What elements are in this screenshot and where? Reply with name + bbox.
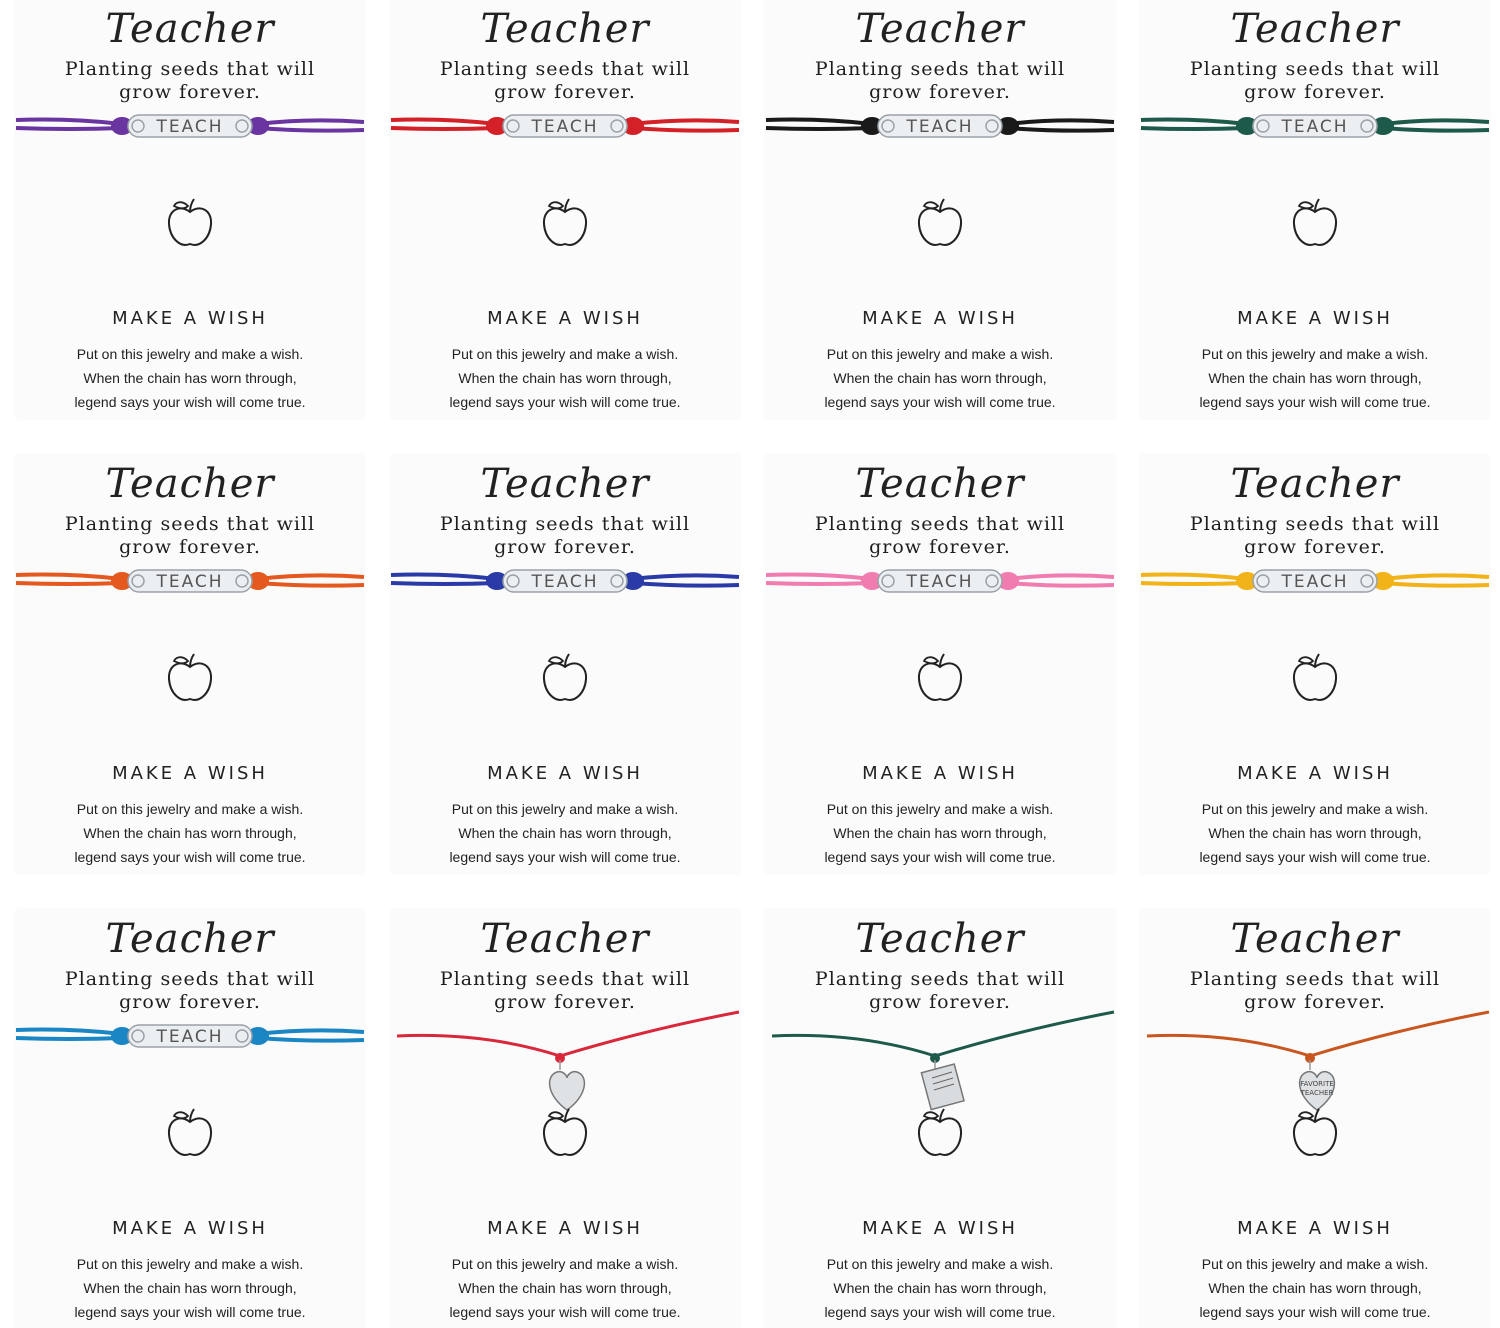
bar-charm-text: TEACH [156,572,224,592]
legend-line: Put on this jewelry and make a wish. [451,1256,679,1272]
make-a-wish-heading: MAKE A WISH [1237,1218,1393,1239]
apple-icon [541,196,589,250]
bracelet-image [385,561,745,611]
bracelet-image [10,1016,370,1066]
apple-icon [1291,196,1339,250]
wish-legend-text [391,1252,739,1324]
make-a-wish-heading: MAKE A WISH [862,308,1018,329]
subtitle-line: grow forever. [869,991,1011,1013]
subtitle-line: Planting seeds that will [1189,58,1441,80]
card-title: Teacher [105,6,275,52]
subtitle-line: grow forever. [869,536,1011,558]
subtitle-line: grow forever. [119,536,261,558]
legend-line: legend says your wish will come true. [74,849,306,865]
legend-line: Put on this jewelry and make a wish. [76,801,304,817]
card-subtitle [1141,58,1489,104]
legend-line: When the chain has worn through, [1208,825,1422,841]
wish-legend-text [1141,797,1489,869]
wish-legend-text [16,342,364,414]
legend-line: When the chain has worn through, [458,825,672,841]
wish-legend-text [391,797,739,869]
make-a-wish-heading: MAKE A WISH [487,308,643,329]
wish-legend-text [1141,1252,1489,1324]
apple-icon [1291,1106,1339,1160]
legend-line: legend says your wish will come true. [449,849,681,865]
wish-legend-text [766,1252,1114,1324]
card-subtitle [16,58,364,104]
wish-legend-text [16,797,364,869]
bracelet-image [10,561,370,611]
legend-line: Put on this jewelry and make a wish. [76,346,304,362]
card-subtitle [16,513,364,559]
apple-icon [916,651,964,705]
bracelet-card [766,455,1114,873]
card-title: Teacher [480,916,650,962]
bracelet-card [16,455,364,873]
legend-line: Put on this jewelry and make a wish. [1201,346,1429,362]
subtitle-line: Planting seeds that will [64,58,316,80]
apple-icon [541,651,589,705]
subtitle-line: grow forever. [1244,991,1386,1013]
card-title: Teacher [1230,916,1400,962]
legend-line: Put on this jewelry and make a wish. [451,346,679,362]
bracelet-image [760,561,1120,611]
card-subtitle [391,968,739,1014]
legend-line: When the chain has worn through, [83,370,297,386]
legend-line: When the chain has worn through, [83,1280,297,1296]
card-subtitle [1141,513,1489,559]
bracelet-image [10,106,370,156]
legend-line: When the chain has worn through, [458,1280,672,1296]
legend-line: legend says your wish will come true. [449,1304,681,1320]
bracelet-card [391,910,739,1328]
legend-line: legend says your wish will come true. [1199,394,1431,410]
apple-icon [916,1106,964,1160]
legend-line: legend says your wish will come true. [74,394,306,410]
bracelet-image [1135,561,1495,611]
legend-line: Put on this jewelry and make a wish. [826,1256,1054,1272]
bar-charm-text: TEACH [906,117,974,137]
subtitle-line: grow forever. [1244,81,1386,103]
apple-icon [1291,651,1339,705]
legend-line: When the chain has worn through, [833,1280,1047,1296]
subtitle-line: Planting seeds that will [439,513,691,535]
legend-line: legend says your wish will come true. [824,849,1056,865]
legend-line: legend says your wish will come true. [449,394,681,410]
wish-legend-text [766,797,1114,869]
legend-line: Put on this jewelry and make a wish. [826,346,1054,362]
legend-line: legend says your wish will come true. [74,1304,306,1320]
card-subtitle [391,58,739,104]
legend-line: legend says your wish will come true. [1199,849,1431,865]
legend-line: legend says your wish will come true. [1199,1304,1431,1320]
legend-line: Put on this jewelry and make a wish. [1201,801,1429,817]
make-a-wish-heading: MAKE A WISH [862,1218,1018,1239]
apple-icon [541,1106,589,1160]
bracelet-card [1141,0,1489,418]
wish-legend-text [766,342,1114,414]
wish-legend-text [391,342,739,414]
card-title: Teacher [1230,461,1400,507]
bar-charm-text: TEACH [906,572,974,592]
card-subtitle [1141,968,1489,1014]
legend-line: Put on this jewelry and make a wish. [826,801,1054,817]
card-subtitle [391,513,739,559]
charm-text: FAVORITE [1300,1080,1334,1088]
make-a-wish-heading: MAKE A WISH [112,308,268,329]
bracelet-card [16,910,364,1328]
card-title: Teacher [105,916,275,962]
bar-charm-text: TEACH [531,572,599,592]
bracelet-image [1135,106,1495,156]
subtitle-line: grow forever. [494,81,636,103]
card-title: Teacher [855,6,1025,52]
bracelet-image [385,106,745,156]
bracelet-card [1141,910,1489,1328]
card-subtitle [766,968,1114,1014]
subtitle-line: grow forever. [494,536,636,558]
bracelet-card [16,0,364,418]
subtitle-line: Planting seeds that will [439,58,691,80]
subtitle-line: grow forever. [119,991,261,1013]
bar-charm-text: TEACH [156,117,224,137]
card-subtitle [766,58,1114,104]
subtitle-line: Planting seeds that will [1189,968,1441,990]
card-title: Teacher [480,6,650,52]
subtitle-line: grow forever. [494,991,636,1013]
legend-line: When the chain has worn through, [1208,370,1422,386]
apple-icon [166,651,214,705]
bar-charm-text: TEACH [531,117,599,137]
card-title: Teacher [855,461,1025,507]
subtitle-line: grow forever. [1244,536,1386,558]
charm-text: TEACHER [1300,1089,1334,1097]
apple-icon [166,1106,214,1160]
legend-line: Put on this jewelry and make a wish. [1201,1256,1429,1272]
subtitle-line: Planting seeds that will [814,968,1066,990]
subtitle-line: grow forever. [869,81,1011,103]
subtitle-line: Planting seeds that will [64,513,316,535]
subtitle-line: Planting seeds that will [814,58,1066,80]
subtitle-line: Planting seeds that will [814,513,1066,535]
bar-charm-text: TEACH [156,1027,224,1047]
subtitle-line: Planting seeds that will [1189,513,1441,535]
bracelet-card [766,910,1114,1328]
subtitle-line: Planting seeds that will [439,968,691,990]
legend-line: When the chain has worn through, [833,825,1047,841]
bracelet-card [391,0,739,418]
card-title: Teacher [855,916,1025,962]
bracelet-card [391,455,739,873]
bar-charm-text: TEACH [1281,117,1349,137]
make-a-wish-heading: MAKE A WISH [112,763,268,784]
card-title: Teacher [1230,6,1400,52]
bracelet-card [766,0,1114,418]
legend-line: Put on this jewelry and make a wish. [76,1256,304,1272]
wish-legend-text [1141,342,1489,414]
legend-line: When the chain has worn through, [1208,1280,1422,1296]
apple-icon [916,196,964,250]
card-title: Teacher [480,461,650,507]
subtitle-line: grow forever. [119,81,261,103]
subtitle-line: Planting seeds that will [64,968,316,990]
make-a-wish-heading: MAKE A WISH [862,763,1018,784]
apple-icon [166,196,214,250]
card-subtitle [16,968,364,1014]
make-a-wish-heading: MAKE A WISH [487,1218,643,1239]
bracelet-card [1141,455,1489,873]
make-a-wish-heading: MAKE A WISH [1237,763,1393,784]
make-a-wish-heading: MAKE A WISH [487,763,643,784]
legend-line: When the chain has worn through, [833,370,1047,386]
card-title: Teacher [105,461,275,507]
legend-line: When the chain has worn through, [458,370,672,386]
legend-line: legend says your wish will come true. [824,1304,1056,1320]
bar-charm-text: TEACH [1281,572,1349,592]
make-a-wish-heading: MAKE A WISH [112,1218,268,1239]
bracelet-image [760,106,1120,156]
card-subtitle [766,513,1114,559]
legend-line: Put on this jewelry and make a wish. [451,801,679,817]
legend-line: legend says your wish will come true. [824,394,1056,410]
legend-line: When the chain has worn through, [83,825,297,841]
make-a-wish-heading: MAKE A WISH [1237,308,1393,329]
wish-legend-text [16,1252,364,1324]
